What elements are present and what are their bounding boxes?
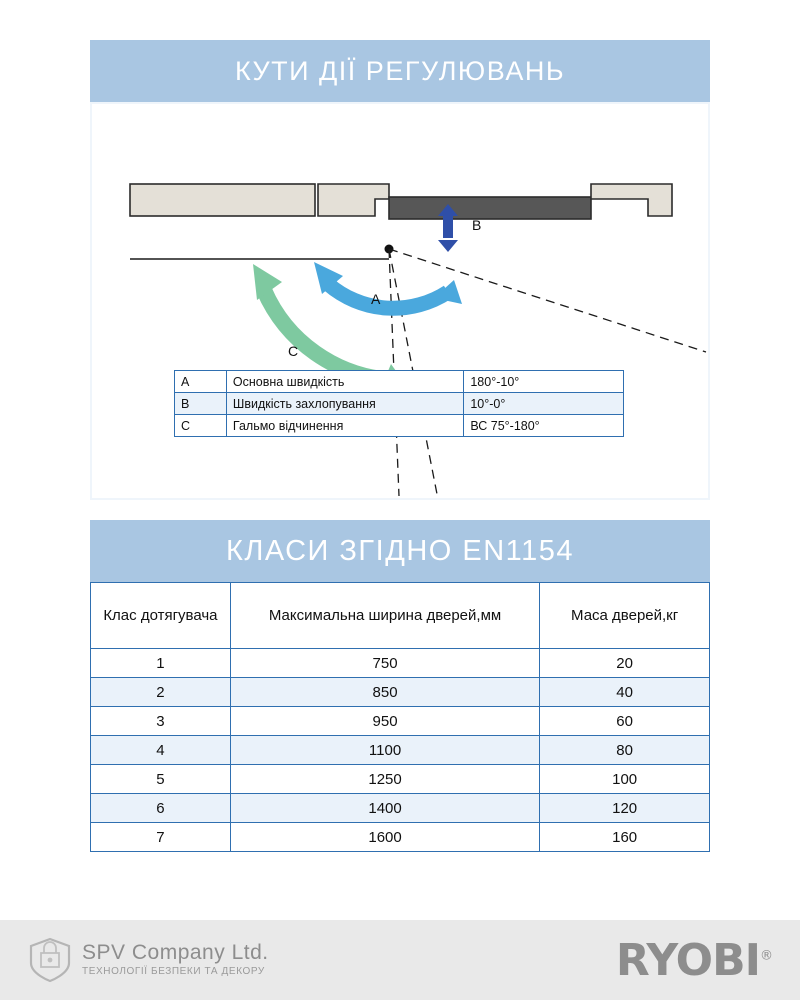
cell-mass: 40 <box>540 678 710 707</box>
classes-section <box>90 520 710 852</box>
footer <box>0 920 800 1000</box>
cell-class: 1 <box>91 649 231 678</box>
legend-name: Основна швидкість <box>226 371 463 393</box>
cell-class: 3 <box>91 707 231 736</box>
column-header-width: Максимальна ширина дверей,мм <box>230 583 539 649</box>
table-row <box>175 393 624 415</box>
company-tagline: ТЕХНОЛОГІЇ БЕЗПЕКИ ТА ДЕКОРУ <box>82 966 265 978</box>
spv-shield-icon <box>28 936 72 984</box>
cell-class: 5 <box>91 765 231 794</box>
legend-name: Гальмо відчинення <box>226 415 463 437</box>
angles-section-title: КУТИ ДІЇ РЕГУЛЮВАНЬ <box>90 40 710 102</box>
cell-width: 750 <box>230 649 539 678</box>
cell-width: 850 <box>230 678 539 707</box>
classes-section-title: КЛАСИ ЗГІДНО EN1154 <box>90 520 710 582</box>
cell-mass: 60 <box>540 707 710 736</box>
brand-name: RYOBI <box>615 934 760 986</box>
table-row <box>175 415 624 437</box>
closer-rail <box>389 197 591 219</box>
cell-width: 1400 <box>230 794 539 823</box>
table-header-row <box>91 583 710 649</box>
table-row <box>91 736 710 765</box>
legend-key: C <box>175 415 227 437</box>
legend-key: A <box>175 371 227 393</box>
legend-value: 180°-10° <box>464 371 624 393</box>
angles-diagram-svg <box>92 104 708 498</box>
cell-mass: 20 <box>540 649 710 678</box>
cell-mass: 160 <box>540 823 710 852</box>
cell-class: 2 <box>91 678 231 707</box>
ryobi-logo <box>616 935 772 986</box>
table-row <box>91 765 710 794</box>
label-c: C <box>288 343 299 359</box>
cell-mass: 120 <box>540 794 710 823</box>
table-row <box>91 649 710 678</box>
spv-logo <box>28 936 269 984</box>
label-a: A <box>371 291 381 307</box>
column-header-mass: Маса дверей,кг <box>540 583 710 649</box>
classes-table <box>90 582 710 852</box>
cell-width: 1100 <box>230 736 539 765</box>
cell-width: 1600 <box>230 823 539 852</box>
door-frame-step <box>318 184 389 216</box>
company-name: SPV Company Ltd. <box>82 941 269 965</box>
table-row <box>175 371 624 393</box>
cell-mass: 100 <box>540 765 710 794</box>
brand-registered-mark: ® <box>760 947 772 963</box>
arrow-a <box>314 262 462 308</box>
cell-width: 950 <box>230 707 539 736</box>
legend-value: 10°-0° <box>464 393 624 415</box>
column-header-class: Клас дотягувача <box>91 583 231 649</box>
legend-value: ВС 75°-180° <box>464 415 624 437</box>
cell-class: 7 <box>91 823 231 852</box>
table-row <box>91 707 710 736</box>
table-row <box>91 678 710 707</box>
table-row <box>91 794 710 823</box>
cell-class: 6 <box>91 794 231 823</box>
spv-text-block <box>82 942 269 978</box>
door-frame-right <box>591 184 672 216</box>
legend-name: Швидкість захлопування <box>226 393 463 415</box>
angles-diagram <box>90 102 710 500</box>
table-row <box>91 823 710 852</box>
angles-legend-table <box>174 370 624 437</box>
cell-mass: 80 <box>540 736 710 765</box>
legend-key: B <box>175 393 227 415</box>
door-leaf-left <box>130 184 315 216</box>
label-b: B <box>472 217 482 233</box>
angles-section <box>90 40 710 500</box>
cell-class: 4 <box>91 736 231 765</box>
cell-width: 1250 <box>230 765 539 794</box>
